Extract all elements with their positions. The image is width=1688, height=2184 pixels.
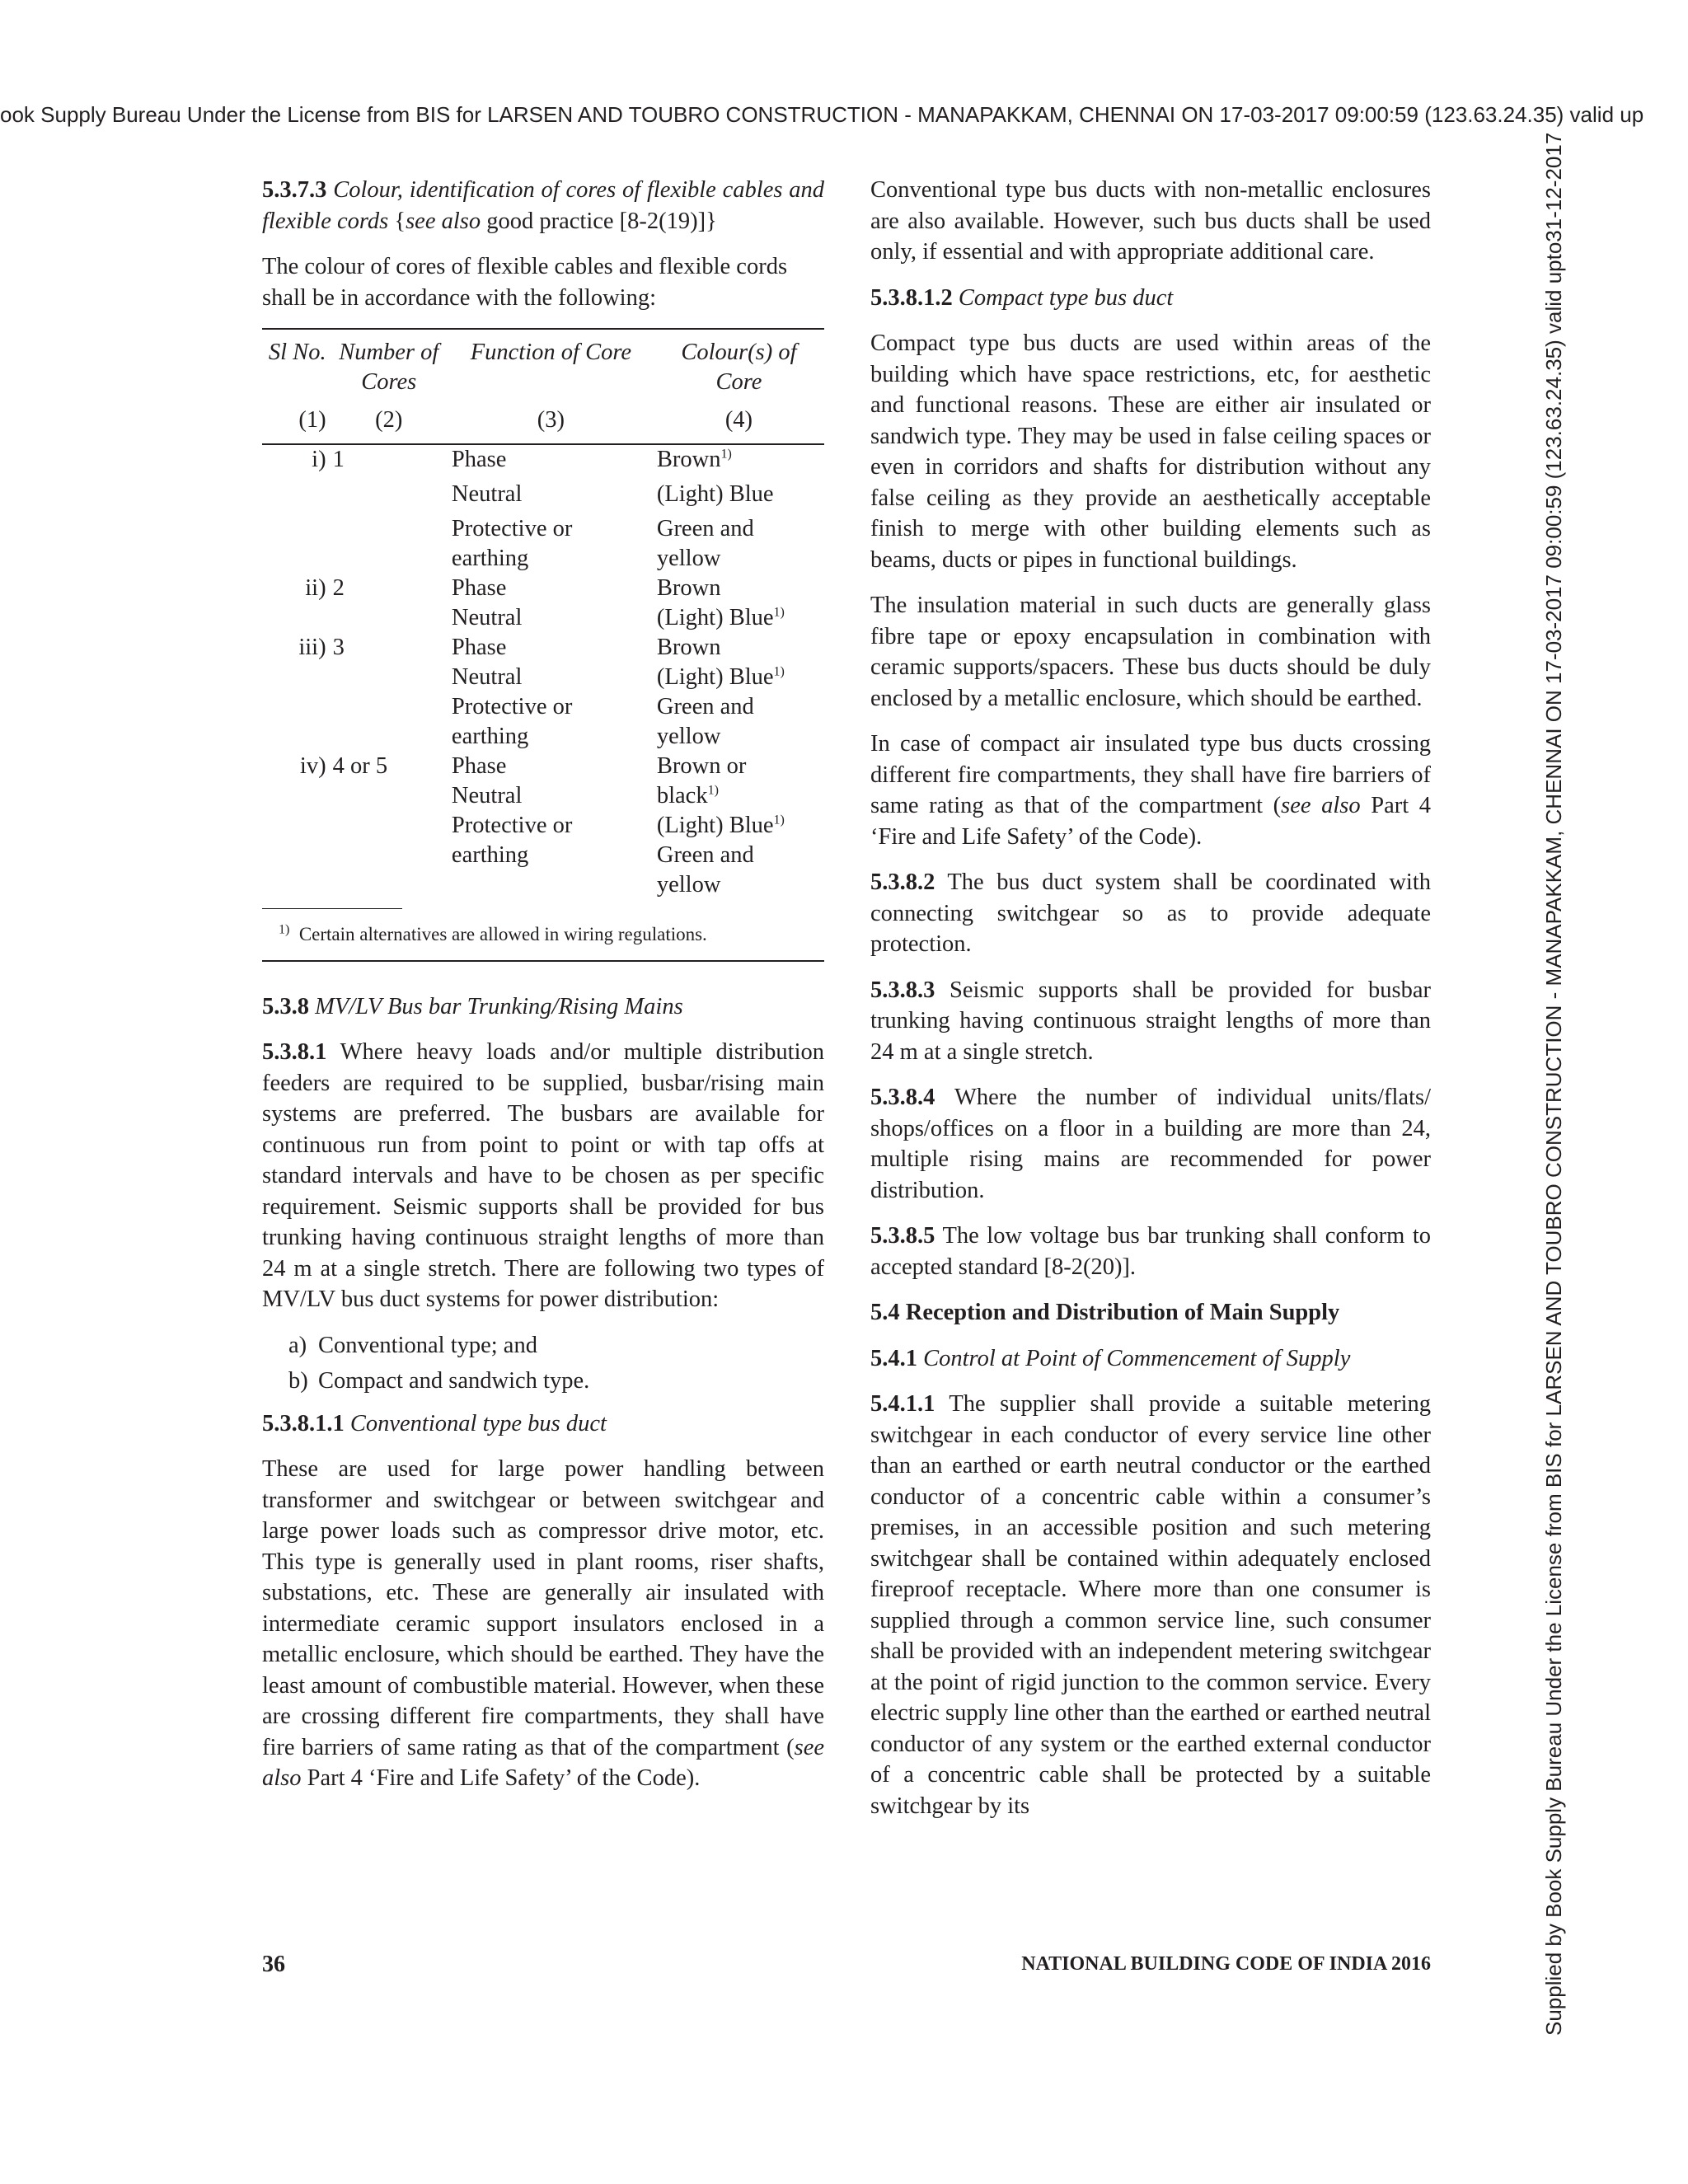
license-watermark-top: ook Supply Bureau Under the License from BIS for LARSEN AND TOUBRO CONSTRUCTION - MANAPAKKAM, CHENNAI ON 17-03-2017 09:00:59 (123.63.24.35) valid up xyxy=(0,102,1644,127)
table-row: Protective or Green and xyxy=(451,516,754,541)
table-footnote: $^{1)}$ Certain alternatives are allowed in wiring regulations. xyxy=(279,922,707,944)
compact-bus-duct-text-1: Compact type bus ducts are used within areas of the building which have space restrictions, etc, for aesthetic and functional reasons. These are either air insulated or sandwich type. They may be used in false ceiling spaces or even in corridors and shafts for distribution without any false ceiling as they provide an aesthetically acceptable finish to merge with other building elements such as beams, ducts or pipes in functional buildings. xyxy=(870,330,1431,573)
table-intro: The colour of cores of flexible cables and flexible cords shall be in accordance with the following: xyxy=(262,254,788,311)
running-title: NATIONAL BUILDING CODE OF INDIA 2016 xyxy=(1021,1953,1431,1975)
bus-duct-types-list xyxy=(262,1330,824,1397)
table-row: iv) 4 or 5 Phase Brown or xyxy=(299,753,747,779)
section-5-3-8-1: 5.3.8.1 Where heavy loads and/or multiple distribution feeders are required to be supplied, busbar/rising main systems are preferred. The busbars are available for continuous run from point to point or with tap offs at standard intervals and have to be chosen as per specific requirement. Seismic supports shall be provided for bus trunking having continuous straight lengths of more than 24 m at a single stretch. There are following two types of MV/LV bus duct systems for power distribution: xyxy=(262,1039,824,1312)
table-row: Neutral (Light) Blue$^{1)}$ xyxy=(451,605,785,630)
left-column xyxy=(262,175,824,1809)
table-row: ii) 2 Phase Brown xyxy=(305,575,721,601)
table-row: earthing yellow xyxy=(451,724,721,749)
col-header-sl: Sl No. xyxy=(268,340,326,365)
license-watermark-side: Supplied by Book Supply Bureau Under the License from BIS for LARSEN AND TOUBRO CONSTRUCTION - MANAPAKKAM, CHENNAI ON 17-03-2017 09:00:59 (123.63.24.35) valid upto31-12-2017 xyxy=(1541,132,1566,2036)
section-5-4-heading: 5.4 Reception and Distribution of Main Supply xyxy=(870,1300,1340,1325)
section-5-3-7-3-heading: 5.3.7.3 Colour, identification of cores of flexible cables and flexible cords {see also good practice [8-2(19)]} xyxy=(262,177,824,234)
compact-bus-duct-text-2: The insulation material in such ducts are generally glass fibre tape or epoxy encapsulation in combination with ceramic supports/spacers. These bus ducts should be duly enclosed by a metallic enclosure, which should be earthed. xyxy=(870,593,1431,711)
section-5-4-1-1: 5.4.1.1 The supplier shall provide a suitable metering switchgear in each conductor of every service line other than an earthed or earth neutral conductor or the earthed conductor of a concentric cable within a consumer’s premises, in an accessible position and such metering switchgear shall be contained within adequately enclosed fireproof receptacle. Where more than one consumer is supplied through a common service line, such consumer shall be provided with an independent metering switchgear at the point of rigid junction to the common service. Every electric supply line other than the earthed or earthed neutral conductor of any system or the earthed external conductor of a concentric cable shall be protected by a suitable switchgear by its xyxy=(870,1391,1431,1819)
section-5-3-8-3: 5.3.8.3 Seismic supports shall be provided for busbar trunking having continuous straight lengths of more than 24 m at a single stretch. xyxy=(870,977,1431,1065)
list-item: b) Compact and sandwich type. xyxy=(288,1368,590,1394)
section-5-3-8-5: 5.3.8.5 The low voltage bus bar trunking shall conform to accepted standard [8-2(20)]. xyxy=(870,1223,1431,1280)
section-5-4-1-heading: 5.4.1 Control at Point of Commencement of Supply xyxy=(870,1345,1351,1371)
table-row: i) 1 Phase Brown$^{1)}$ xyxy=(312,447,732,472)
section-5-3-8-2: 5.3.8.2 The bus duct system shall be coordinated with connecting switchgear so as to provide adequate protection. xyxy=(870,869,1431,957)
table-row: Neutral (Light) Blue xyxy=(451,481,774,507)
table-row: Neutral black$^{1)}$ xyxy=(451,783,719,808)
table-row: yellow xyxy=(656,872,721,898)
col-header-colour: Colour(s) of Core xyxy=(681,340,797,395)
table-row: Protective or (Light) Blue$^{1)}$ xyxy=(451,813,785,838)
table-row: Neutral (Light) Blue$^{1)}$ xyxy=(451,664,785,690)
section-5-3-8-heading: 5.3.8 MV/LV Bus bar Trunking/Rising Mains xyxy=(262,993,683,1019)
list-item: a) Conventional type; and xyxy=(288,1332,537,1358)
table-row: earthing yellow xyxy=(451,546,721,571)
table-row: earthing Green and xyxy=(451,842,754,868)
col-header-function: Function of Core xyxy=(470,340,632,365)
right-column xyxy=(870,175,1431,1836)
col-header-cores: Number of Cores xyxy=(339,340,439,395)
compact-bus-duct-text-3: In case of compact air insulated type bus ducts crossing different fire compartments, they shall have fire barriers of same rating as that of the compartment (see also Part 4 ‘Fire and Life Safety’ of the Code). xyxy=(870,731,1431,850)
section-5-3-8-4: 5.3.8.4 Where the number of individual units/flats/ shops/offices on a floor in a building are more than 24, multiple rising mains are recommended for power distribution. xyxy=(870,1085,1431,1203)
table-row: Protective or Green and xyxy=(451,694,754,719)
table-bottom-rule xyxy=(262,960,824,962)
page-number: 36 xyxy=(262,1952,285,1977)
section-5-3-8-1-1-heading: 5.3.8.1.1 Conventional type bus duct xyxy=(262,1410,607,1436)
footnote-divider xyxy=(262,908,402,909)
core-colour-table: Sl No. Number of Cores Function of Core Colour(s) of Core (1) (2) (3) (4) i) 1 Phase Brown$^{1)}$ Neutral (Light) Blue Protective or Green and earthing yellow ii) 2 Phase Brown Neutral (Light) Blue$^{1)}$ iii) 3 Phase Brown Neutral (Light) Blue$^{1)}$ Protective or Green and earthing yellow iv) 4 or 5 Phase Brown or Neutral black$^{1)}$ Protective or (Light) Blue$^{1)}$ earthing Green and yellow xyxy=(262,328,824,900)
conventional-bus-duct-text: These are used for large power handling between transformer and switchgear or between switchgear and large power loads such as compressor drive motor, etc. This type is generally used in plant rooms, riser shafts, substations, etc. These are generally air insulated with intermediate ceramic support insulators enclosed in a metallic enclosure, which should be earthed. They have the least amount of combustible material. However, when these are crossing different fire compartments, they shall have fire barriers of same rating as that of the compartment (see also Part 4 ‘Fire and Life Safety’ of the Code). xyxy=(262,1456,824,1791)
conventional-non-metallic-text: Conventional type bus ducts with non-metallic enclosures are also available. However, such bus ducts shall be used only, if essential and with appropriate additional care. xyxy=(870,177,1431,265)
table-row: iii) 3 Phase Brown xyxy=(298,635,721,660)
section-5-3-8-1-2-heading: 5.3.8.1.2 Compact type bus duct xyxy=(870,284,1174,311)
